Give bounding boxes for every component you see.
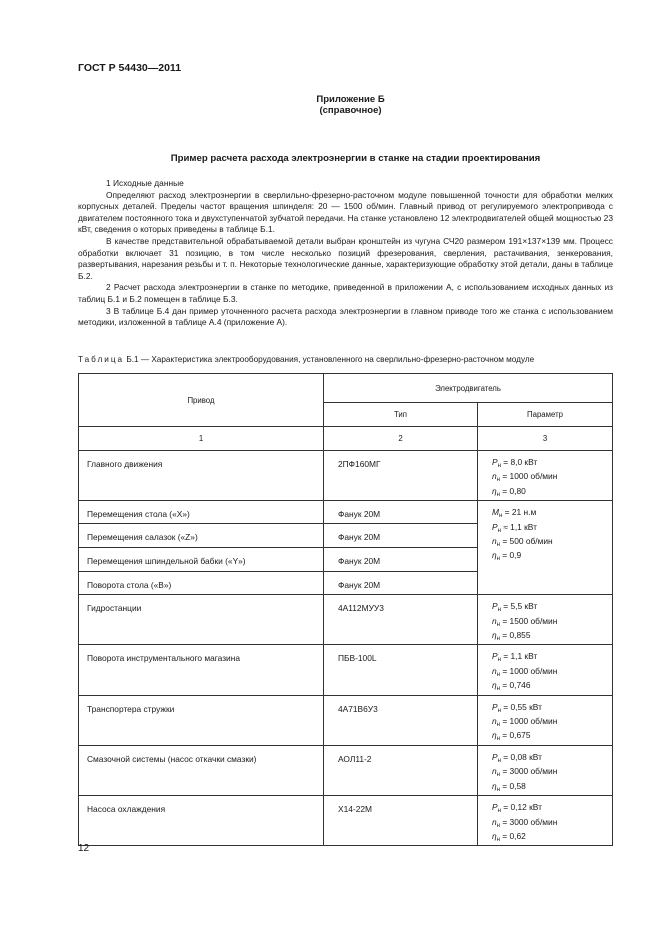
type-cell: ПБВ-100L [324, 645, 478, 695]
header-col-number: 3 [478, 427, 613, 451]
param-value: = 500 об/мин [500, 536, 553, 547]
param-symbol: η [492, 630, 497, 641]
drive-cell: Смазочной системы (насос откачки смазки) [79, 745, 324, 795]
drive-cell: Насоса охлаждения [79, 796, 324, 846]
header-param: Параметр [478, 403, 613, 427]
param-subscript: н [496, 556, 500, 563]
param-value: = 0,80 [499, 485, 526, 496]
param-cell [478, 501, 613, 595]
param-symbol: n [492, 816, 497, 827]
type-cell: АОЛ11-2 [324, 745, 478, 795]
table-caption [78, 355, 623, 364]
paragraph: 2 Расчет расхода электроэнергии в станке по методике, приведенной в приложении А, с использованием исходных данных из таблиц Б.1 и Б.2 помещен в таблице Б.3. [78, 282, 613, 304]
param-value: = 5,5 кВт [500, 601, 538, 612]
drive-cell: Поворота стола («В») [79, 572, 324, 595]
param-cell [478, 745, 613, 795]
param-subscript: н [497, 657, 501, 664]
drive-cell: Транспортера стружки [79, 695, 324, 745]
paragraph: 1 Исходные данные [106, 178, 184, 188]
drive-cell: Поворота инструментального магазина [79, 645, 324, 695]
param-value: = 8,0 кВт [500, 457, 538, 467]
param-line [492, 471, 612, 485]
param-symbol: P [492, 521, 498, 532]
type-cell: Фанук 20М [324, 524, 478, 548]
param-value: = 1,1 кВт [500, 651, 538, 662]
param-subscript: н [496, 822, 500, 829]
param-line [492, 630, 612, 644]
param-cell [478, 595, 613, 645]
type-cell: 2ПФ160МГ [324, 451, 478, 501]
param-symbol: P [492, 601, 498, 612]
table-row [79, 501, 613, 524]
type-cell: 4А112МУУ3 [324, 595, 478, 645]
page-number: 12 [78, 843, 90, 854]
param-value: = 1000 об/мин [500, 665, 558, 676]
param-symbol: n [492, 536, 497, 547]
param-line [492, 680, 612, 694]
param-line [492, 457, 612, 471]
param-subscript: н [496, 636, 500, 643]
param-value: = 1000 об/мин [500, 471, 558, 482]
header-col-number: 1 [79, 427, 324, 451]
param-cell [478, 451, 613, 501]
drive-cell: Перемещения стола («X») [79, 501, 324, 524]
type-cell: Фанук 20М [324, 501, 478, 524]
param-value: ≈ 1,1 кВт [500, 521, 537, 532]
table-row [79, 645, 613, 695]
table-row [79, 451, 613, 501]
param-line [492, 702, 612, 716]
param-line [492, 507, 612, 521]
param-symbol: η [492, 830, 497, 841]
appendix-subtitle: (справочное) [319, 105, 382, 116]
header-type: Тип [324, 403, 478, 427]
param-line [492, 486, 612, 500]
param-line [492, 536, 612, 550]
param-line [492, 730, 612, 744]
param-line [492, 831, 612, 845]
param-cell [478, 645, 613, 695]
appendix-title: Приложение Б [316, 94, 385, 105]
equipment-table [78, 373, 613, 846]
param-symbol: P [492, 701, 498, 712]
header-motor: Электродвигатель [324, 374, 613, 403]
param-symbol: P [492, 751, 498, 762]
paragraph: Определяют расход электроэнергии в сверлильно-фрезерно-расточном модуле повышенной точности для обработки мелких корпусных деталей. Пределы частот вращения шпинделя: 20 — 1500 об/мин. Главный привод от регулируемого электропривода с двигателем постоянного тока и двухступенчатой зубчатой передачи. На станке установлено 12 электродвигателей общей мощностью 23 кВт, сведения о которых приведены в таблице Б.1. [78, 189, 613, 235]
param-line [492, 766, 612, 780]
param-symbol: η [492, 550, 497, 561]
drive-cell: Перемещения салазок («Z») [79, 524, 324, 548]
param-value: = 0,855 [499, 630, 531, 641]
param-line [492, 752, 612, 766]
param-subscript: н [496, 542, 500, 549]
paragraph: 3 В таблице Б.4 дан пример уточненного расчета расхода электроэнергии в главном приводе того же станка с использованием методики, изложенной в таблице А.4 (приложение А). [78, 305, 613, 328]
param-subscript: н [497, 808, 501, 815]
param-subscript: н [497, 757, 501, 764]
param-subscript: н [497, 707, 501, 714]
drive-cell: Главного движения [79, 451, 324, 501]
param-subscript: н [496, 686, 500, 693]
header-col-number: 2 [324, 427, 478, 451]
param-symbol: n [492, 716, 497, 727]
param-line [492, 550, 612, 564]
param-line [492, 781, 612, 795]
param-subscript: н [496, 772, 500, 779]
table-caption-label: Таблица [78, 355, 125, 364]
param-symbol: η [492, 730, 497, 741]
param-symbol: n [492, 471, 497, 482]
section-title: Пример расчета расхода электроэнергии в станке на стадии проектирования [170, 153, 541, 164]
param-subscript: н [496, 786, 500, 793]
param-value: = 3000 об/мин [500, 766, 558, 777]
table-caption-text: — Характеристика электрооборудования, установленного на сверлильно-фрезерно-расточном модуле [140, 355, 535, 364]
table-caption-number: Б.1 [126, 355, 139, 364]
param-line [492, 651, 612, 665]
param-symbol: M [492, 507, 499, 518]
header-drive: Привод [79, 374, 324, 427]
table-row [79, 796, 613, 846]
param-subscript: н [496, 477, 500, 484]
param-symbol: P [492, 457, 498, 467]
param-subscript: н [496, 836, 500, 843]
param-value: = 0,12 кВт [500, 802, 542, 813]
param-line [492, 666, 612, 680]
param-value: = 0,55 кВт [500, 701, 542, 712]
param-symbol: η [492, 680, 497, 691]
param-subscript: н [496, 671, 500, 678]
param-symbol: n [492, 615, 497, 626]
param-line [492, 601, 612, 615]
param-line [492, 522, 612, 536]
type-cell: Фанук 20М [324, 548, 478, 572]
param-symbol: P [492, 651, 498, 662]
param-symbol: η [492, 780, 497, 791]
param-value: = 0,58 [499, 780, 526, 791]
param-symbol: P [492, 802, 498, 813]
param-symbol: n [492, 766, 497, 777]
param-subscript: н [498, 513, 503, 520]
param-subscript: н [497, 527, 501, 534]
param-cell [478, 796, 613, 846]
param-symbol: n [492, 665, 497, 676]
body-text [78, 178, 613, 329]
param-subscript: н [496, 736, 500, 743]
param-value: = 0,746 [499, 680, 531, 691]
table-row [79, 745, 613, 795]
param-value: = 21 н.м [502, 507, 537, 518]
param-value: = 0,62 [499, 830, 526, 841]
param-subscript: н [496, 621, 500, 628]
drive-cell: Гидростанции [79, 595, 324, 645]
param-value: = 3000 об/мин [500, 816, 558, 827]
param-line [492, 616, 612, 630]
param-subscript: н [496, 491, 500, 498]
param-value: = 0,675 [499, 730, 531, 741]
param-line [492, 716, 612, 730]
table-row [79, 695, 613, 745]
param-line [492, 802, 612, 816]
param-value: = 0,9 [499, 550, 522, 561]
param-value: = 1500 об/мин [500, 615, 558, 626]
param-subscript: н [496, 722, 500, 729]
type-cell: Фанук 20М [324, 572, 478, 595]
param-value: = 1000 об/мин [500, 716, 558, 727]
param-subscript: н [497, 607, 501, 614]
param-value: = 0,08 кВт [500, 751, 542, 762]
paragraph: В качестве представительной обрабатываемой детали выбран кронштейн из чугуна СЧ20 размером 191×137×139 мм. Процесс обработки включает 31 позицию, в том числе несколько позиций фрезерования, сверления, растачивания, зенкерования, развертывания, нарезания резьбы и т. п. Некоторые технологические данные, характеризующие обработку этой детали, даны в таблице Б.2. [78, 235, 613, 281]
type-cell: Х14-22М [324, 796, 478, 846]
type-cell: 4А71В6У3 [324, 695, 478, 745]
param-symbol: η [492, 485, 497, 496]
param-line [492, 817, 612, 831]
document-header: ГОСТ Р 54430—2011 [78, 62, 182, 74]
table-row [79, 595, 613, 645]
drive-cell: Перемещения шпиндельной бабки («Y») [79, 548, 324, 572]
param-subscript: н [497, 463, 501, 469]
param-cell [478, 695, 613, 745]
